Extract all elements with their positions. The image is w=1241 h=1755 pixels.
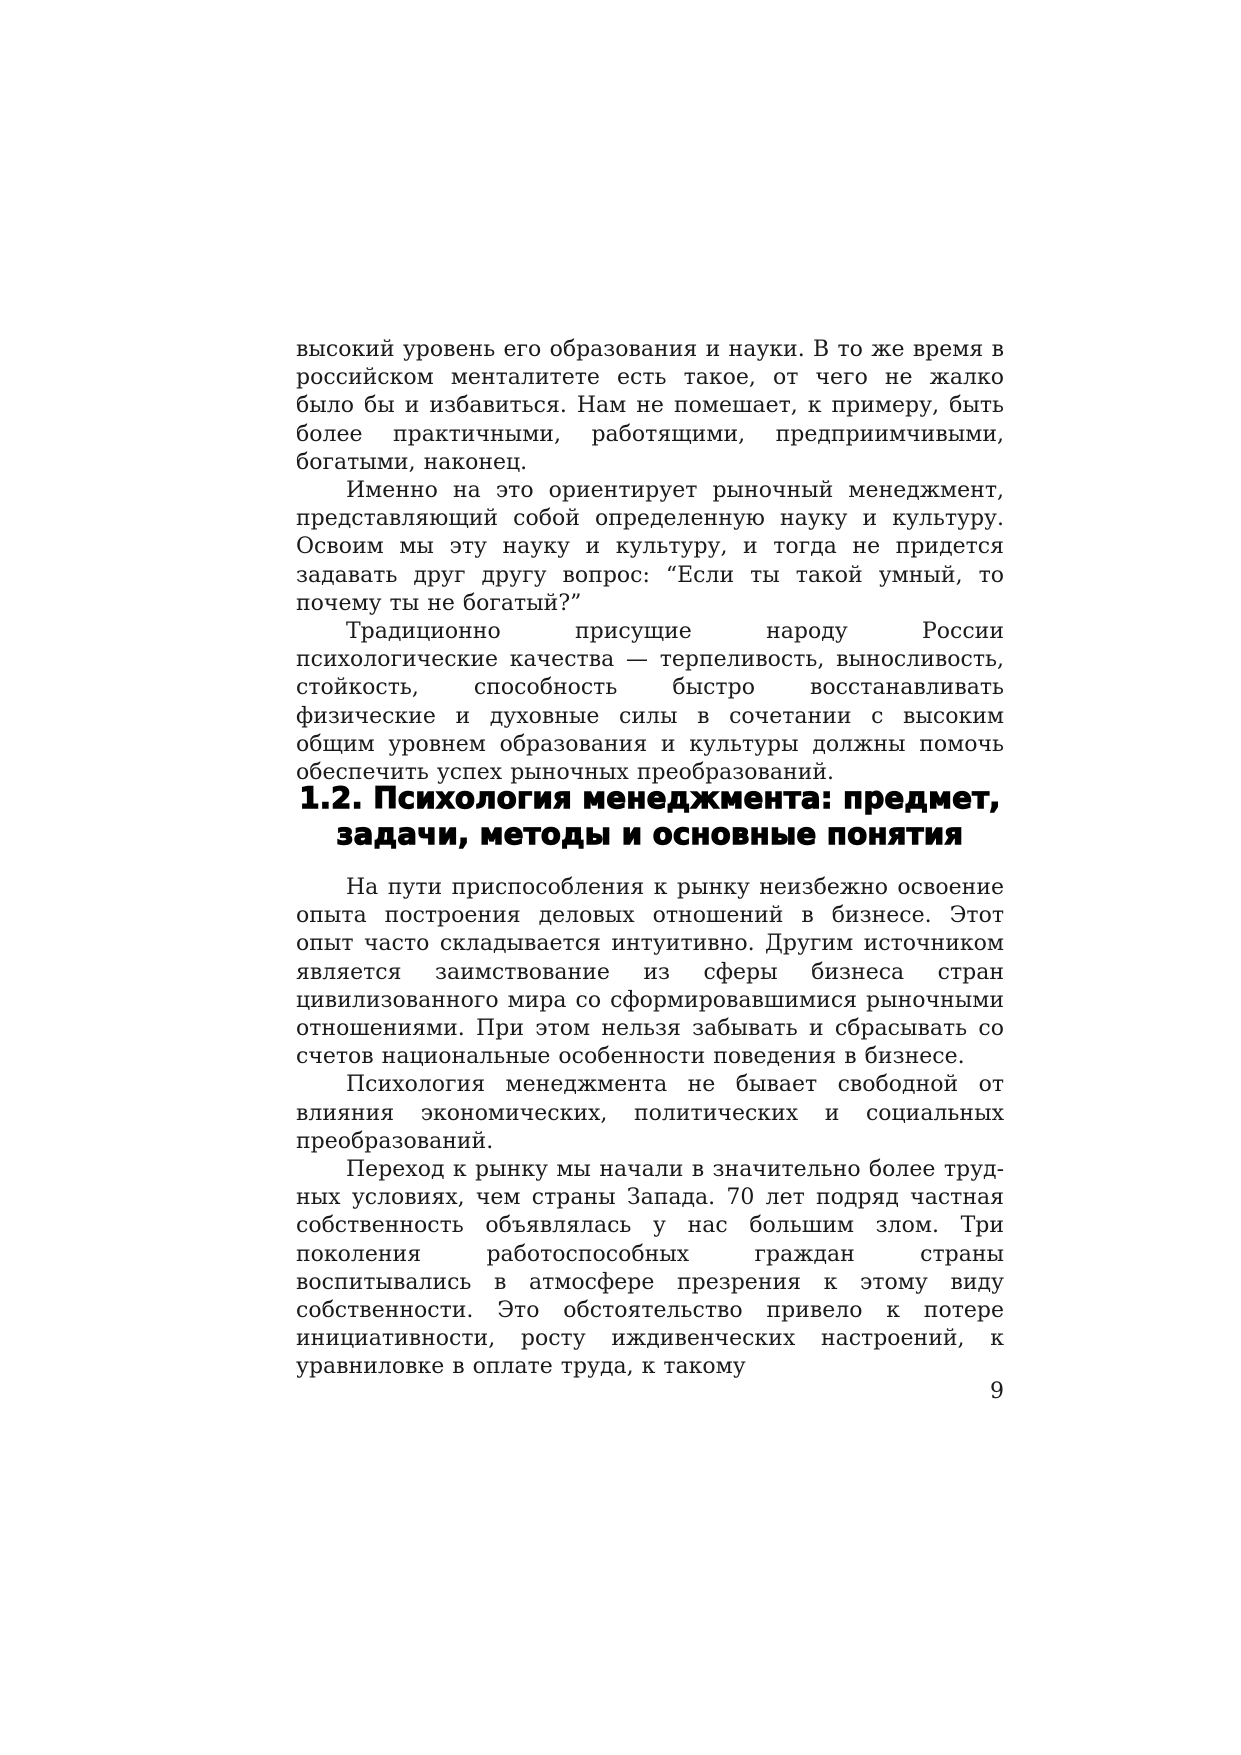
section-paragraph-3: Переход к рынку мы начали в значительно более трудных условиях, чем страны Запада. 70 лет подряд частная собственность объявлялась у нас большим злом. Три поколения работоспособных граждан страны воспитывались в атмосфере презрения к этому виду собственности. Это обстоятельство привело к потере инициативности, росту иждивенческих настроений, к уравниловке в оплате труда, к такому xyxy=(296,1157,1004,1380)
intro-paragraph-1: высокий уровень его образования и науки. В то же время в российском менталитете есть такое, от чего не жалко было бы и избавиться. Нам не помешает, к примеру, быть более практичными, работящими, предприимчивыми, богатыми, наконец. xyxy=(296,337,1004,475)
section-heading-line-2: задачи, методы и основные понятия xyxy=(336,817,964,851)
intro-paragraph-3: Традиционно присущие народу России психологические качества — терпеливость, выносливость, стойкость, способность быстро восстанавливать физические и духовные силы в сочетании с высоким общим уровнем образования и культуры должны помочь обеспечить успех рыночных преобразований. xyxy=(296,619,1004,786)
section-heading-line-1: 1.2. Психология менеджмента: предмет, xyxy=(299,781,1001,815)
section-heading xyxy=(296,780,1004,852)
section-text-block xyxy=(296,874,1004,1382)
page-number: 9 xyxy=(990,1379,1004,1404)
section-paragraph-1: На пути приспособления к рынку неизбежно освоение опыта построения деловых отношений в бизнесе. Этот опыт часто складывается интуитивно. Другим источником является заимствование из сферы бизнеса стран цивилизованного мира со сформировавшимися рыночными отношениями. При этом нельзя забывать и сбрасывать со счетов национальные особенности поведения в бизнесе. xyxy=(296,875,1004,1070)
section-paragraph-2: Психология менеджмента не бывает свободной от влияния экономических, политических и социальных преобразований. xyxy=(296,1072,1004,1154)
intro-text-block xyxy=(296,336,1004,787)
intro-paragraph-2: Именно на это ориентирует рыночный менеджмент, представляющий собой определенную науку и культуру. Освоим мы эту науку и культуру, и тогда не придется задавать друг другу вопрос: “Если ты такой умный, то почему ты не богатый?” xyxy=(296,478,1004,616)
